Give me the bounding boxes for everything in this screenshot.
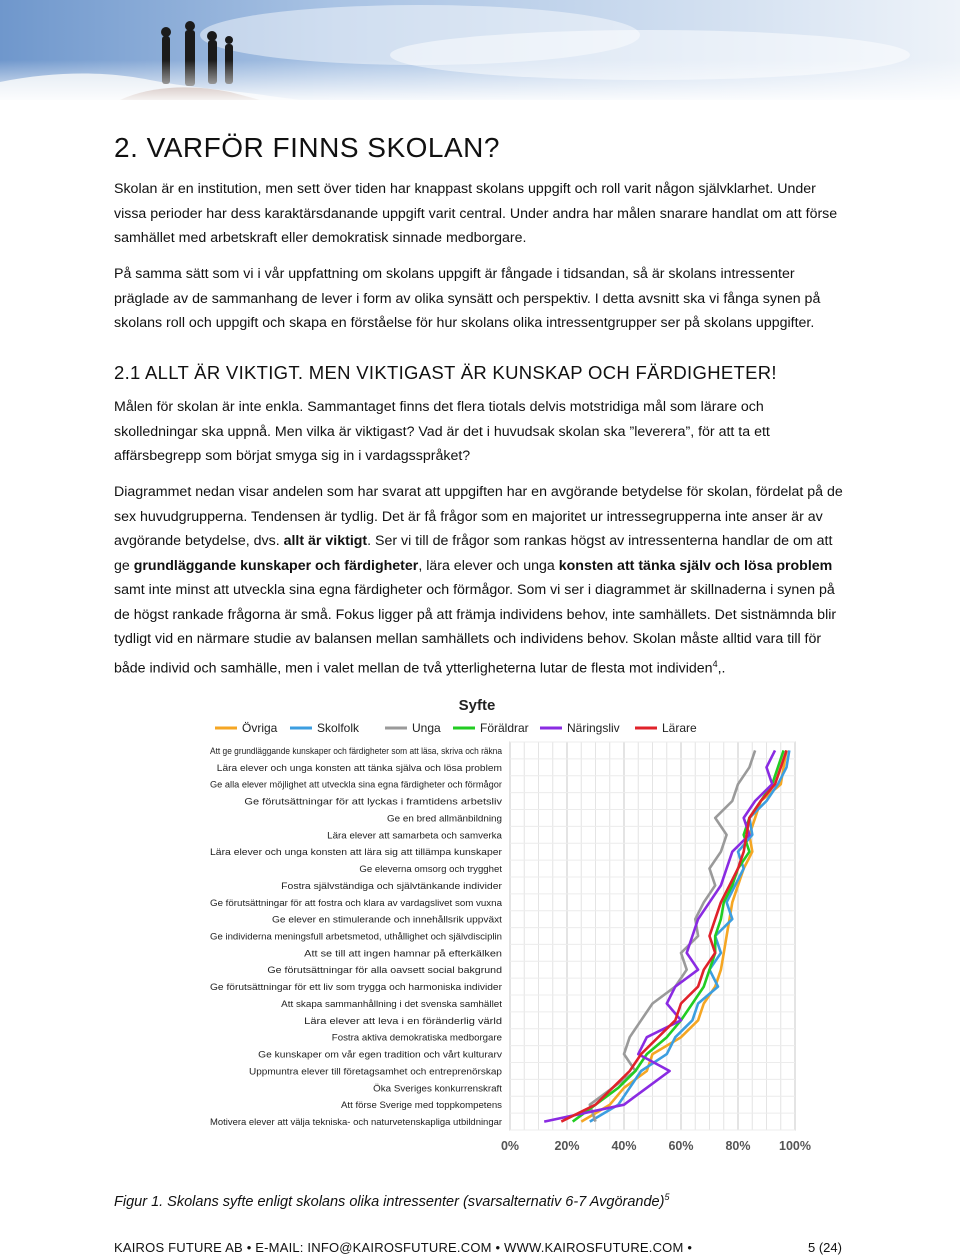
paragraph-intro: Skolan är en institution, men sett över tiden har knappast skolans uppgift och roll varit någon självklarhet. Under vissa perioder har dess karaktärsdanande uppgift varit central. Under andra har målen snarare handlat om att förse samhället med arbetskraft eller demokratisk sinnade medborgare. (114, 181, 838, 246)
x-tick-label-0: 0% (500, 1139, 520, 1153)
x-tick-label-2: 40% (611, 1139, 637, 1153)
category-label-2: Ge alla elever möjlighet att utveckla sina egna färdigheter och förmågor (210, 779, 503, 791)
category-label-7: Ge eleverna omsorg och trygghet (359, 864, 503, 876)
category-label-13: Ge förutsättningar för alla oavsett social bakgrund (267, 965, 503, 977)
legend-label-1: Skolfolk (317, 721, 360, 735)
category-label-18: Ge kunskaper om vår egen tradition och vårt kulturarv (258, 1049, 503, 1061)
chart-title: Syfte (458, 697, 496, 714)
category-label-9: Ge förutsättningar för att fostra och klara av vardagslivet som vuxna (210, 897, 503, 909)
paragraph-goals: Målen för skolan är inte enkla. Sammantaget finns det flera tiotals delvis motstridiga mål som lärare och skolledningar ska uppnå. Men vilka är viktigast? Vad är det i huvudsak skolan ska ”leverera”, för att ta ett affärsbegrepp som börjat smyga sig in i vardagsspråket? (114, 399, 770, 464)
x-tick-label-3: 60% (668, 1139, 694, 1153)
category-label-12: Att se till att ingen hamnar på efterkälken (304, 948, 502, 960)
category-label-11: Ge individerna meningsfull arbetsmetod, uthållighet och självdisciplin (210, 931, 502, 943)
category-label-6: Lära elever och unga konsten att lära sig att tillämpa kunskaper (210, 847, 503, 859)
x-tick-label-4: 80% (725, 1139, 751, 1153)
category-label-4: Ge en bred allmänbildning (387, 813, 502, 825)
category-label-22: Motivera elever att välja tekniska- och naturvetenskapliga utbildningar (210, 1117, 503, 1129)
category-label-5: Lära elever att samarbeta och samverka (327, 830, 503, 842)
category-label-14: Ge förutsättningar för ett liv som trygga och harmoniska individer (210, 982, 503, 994)
x-tick-label-1: 20% (554, 1139, 580, 1153)
mountain-photo (0, 0, 960, 100)
syfte-chart (205, 690, 830, 1160)
category-label-19: Uppmuntra elever till företagsamhet och entreprenörskap (249, 1066, 502, 1078)
figure-caption: Figur 1. Skolans syfte enligt skolans olika intressenter (svarsalternativ 6-7 Avgörande)$^5$ (114, 1192, 670, 1210)
category-label-8: Fostra självständiga och självtänkande individer (281, 880, 503, 892)
legend-label-3: Föräldrar (480, 721, 529, 735)
paragraph-tidsandan: På samma sätt som vi i vår uppfattning om skolans uppgift är fångade i tidsandan, så är skolans intressenter präglade av de sammanhang de lever i form av olika synsätt och perspektiv. I detta avsnitt ska vi fånga synen på skolans roll och uppgift och skapa en förståelse för hur skolans olika intressentgrupper ser på skolans uppgifter. (114, 266, 821, 331)
category-label-16: Lära elever att leva i en föränderlig värld (304, 1015, 502, 1027)
category-label-10: Ge elever en stimulerande och innehållsrik uppväxt (272, 914, 503, 926)
paragraph-diagram-description: Diagrammet nedan visar andelen som har svarat att uppgiften har en avgörande betydelse för skolan, fördelat på de sex huvudgrupperna. Tendensen är tydlig. Det är få frågor som en majoritet ur intressegrupperna inte anser är av avgörande betydelse, dvs. allt är viktigt. Ser vi till de frågor som rankas högst av intressenterna handlar de om att ge grundläggande kunskaper och färdigheter, lära elever och unga konsten att tänka själv och lösa problem samt inte minst att utveckla sina egna färdigheter och förmågor. Som vi ser i diagrammet är skillnaderna i synen på de högst rankade frågorna är små. Fokus ligger på att främja individens behov, inte samhällets. Det sistnämnda blir tydligt vid en närmare studie av balansen mellan samhällets och individens behov. Skolan måste alltid vara till för både individ och samhälle, men i valet mellan de två ytterligheterna lutar de flesta mot individen$^4$,. (114, 484, 843, 677)
section-title: 2. VARFÖR FINNS SKOLAN? (114, 132, 500, 163)
category-label-21: Att förse Sverige med toppkompetens (341, 1100, 503, 1112)
footer-contact: KAIROS FUTURE AB • E-MAIL: INFO@KAIROSFUTURE.COM • WWW.KAIROSFUTURE.COM • (114, 1240, 693, 1255)
page-number: 5 (24) (808, 1240, 842, 1255)
syfte-chart-svg (205, 690, 830, 1160)
category-label-1: Lära elever och unga konsten att tänka själva och lösa problem (216, 762, 503, 774)
category-label-3: Ge förutsättningar för att lyckas i framtidens arbetsliv (244, 796, 503, 808)
legend-label-5: Lärare (662, 721, 697, 735)
header-banner-image (0, 0, 960, 100)
category-label-15: Att skapa sammanhållning i det svenska samhället (281, 998, 503, 1010)
legend-label-4: Näringsliv (567, 721, 620, 735)
x-tick-label-5: 100% (779, 1139, 811, 1153)
category-label-20: Öka Sveriges konkurrenskraft (373, 1083, 503, 1095)
category-label-0: Att ge grundläggande kunskaper och färdigheter som att läsa, skriva och räkna (210, 745, 503, 757)
legend-label-2: Unga (412, 721, 441, 735)
legend-label-0: Övriga (242, 721, 278, 735)
subsection-title: 2.1 ALLT ÄR VIKTIGT. MEN VIKTIGAST ÄR KUNSKAP OCH FÄRDIGHETER! (114, 362, 777, 383)
category-label-17: Fostra aktiva demokratiska medborgare (331, 1032, 502, 1044)
